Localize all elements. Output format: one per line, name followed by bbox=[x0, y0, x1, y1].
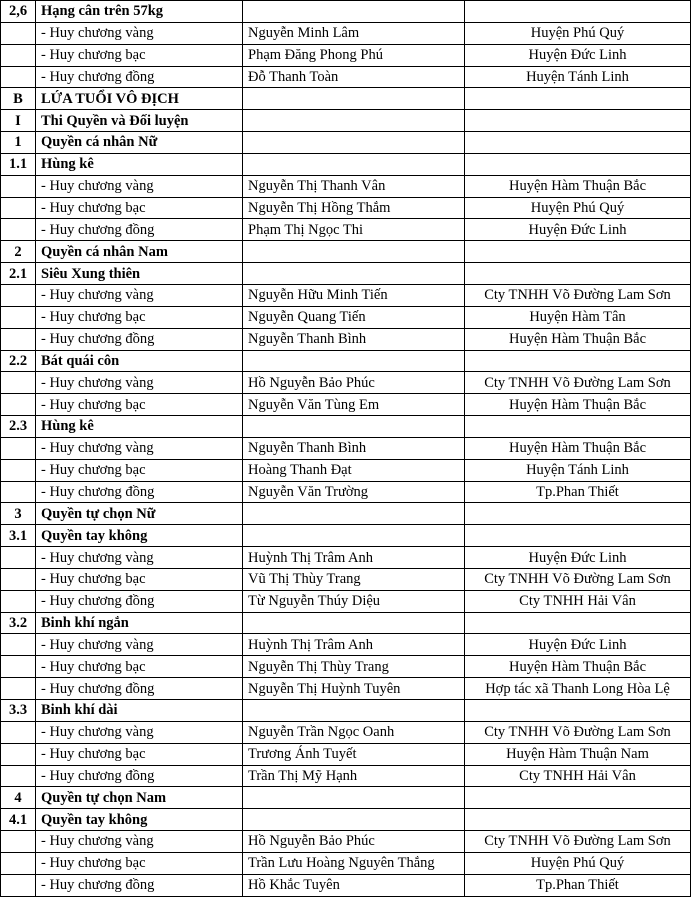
medal-label: - Huy chương bạc bbox=[36, 394, 243, 416]
team-unit: Hợp tác xã Thanh Long Hòa Lệ bbox=[465, 678, 691, 700]
team-unit bbox=[465, 787, 691, 809]
athlete-name: Phạm Thị Ngọc Thi bbox=[243, 219, 465, 241]
section-title: Hạng cân trên 57kg bbox=[36, 1, 243, 23]
medal-row bbox=[1, 874, 691, 896]
medal-row bbox=[1, 547, 691, 569]
athlete-name bbox=[243, 1, 465, 23]
medal-row bbox=[1, 568, 691, 590]
section-row bbox=[1, 503, 691, 525]
medal-row bbox=[1, 831, 691, 853]
team-unit: Tp.Phan Thiết bbox=[465, 481, 691, 503]
medal-row bbox=[1, 44, 691, 66]
medal-label: - Huy chương bạc bbox=[36, 44, 243, 66]
athlete-name: Hồ Nguyễn Bảo Phúc bbox=[243, 372, 465, 394]
medal-label: - Huy chương đồng bbox=[36, 328, 243, 350]
section-title: Siêu Xung thiên bbox=[36, 263, 243, 285]
team-unit: Huyện Phú Quý bbox=[465, 852, 691, 874]
medal-row bbox=[1, 459, 691, 481]
medal-row bbox=[1, 743, 691, 765]
row-index bbox=[1, 852, 36, 874]
row-index bbox=[1, 284, 36, 306]
team-unit bbox=[465, 700, 691, 722]
team-unit bbox=[465, 503, 691, 525]
section-title: LỨA TUỔI VÔ ĐỊCH bbox=[36, 88, 243, 110]
athlete-name: Nguyễn Thị Huỳnh Tuyên bbox=[243, 678, 465, 700]
team-unit bbox=[465, 1, 691, 23]
row-index bbox=[1, 437, 36, 459]
athlete-name bbox=[243, 110, 465, 132]
row-index: 1 bbox=[1, 132, 36, 154]
section-row bbox=[1, 350, 691, 372]
row-index: 3.2 bbox=[1, 612, 36, 634]
row-index bbox=[1, 175, 36, 197]
team-unit bbox=[465, 809, 691, 831]
athlete-name: Nguyễn Thị Hồng Thắm bbox=[243, 197, 465, 219]
athlete-name: Nguyễn Thị Thanh Vân bbox=[243, 175, 465, 197]
medal-label: - Huy chương đồng bbox=[36, 590, 243, 612]
row-index: B bbox=[1, 88, 36, 110]
medal-label: - Huy chương đồng bbox=[36, 765, 243, 787]
athlete-name: Nguyễn Văn Trường bbox=[243, 481, 465, 503]
row-index bbox=[1, 66, 36, 88]
team-unit bbox=[465, 132, 691, 154]
athlete-name: Nguyễn Trần Ngọc Oanh bbox=[243, 721, 465, 743]
section-title: Quyền tự chọn Nam bbox=[36, 787, 243, 809]
team-unit: Huyện Hàm Thuận Bắc bbox=[465, 328, 691, 350]
medal-row bbox=[1, 437, 691, 459]
medal-row bbox=[1, 22, 691, 44]
team-unit: Cty TNHH Võ Đường Lam Sơn bbox=[465, 284, 691, 306]
section-title: Binh khí ngắn bbox=[36, 612, 243, 634]
athlete-name bbox=[243, 612, 465, 634]
team-unit: Tp.Phan Thiết bbox=[465, 874, 691, 896]
medal-label: - Huy chương bạc bbox=[36, 459, 243, 481]
medal-row bbox=[1, 678, 691, 700]
section-title: Binh khí dài bbox=[36, 700, 243, 722]
section-row bbox=[1, 612, 691, 634]
section-row bbox=[1, 809, 691, 831]
row-index bbox=[1, 547, 36, 569]
section-row bbox=[1, 153, 691, 175]
medal-row bbox=[1, 66, 691, 88]
team-unit: Huyện Đức Linh bbox=[465, 634, 691, 656]
row-index: 2.2 bbox=[1, 350, 36, 372]
athlete-name: Nguyễn Thị Thùy Trang bbox=[243, 656, 465, 678]
team-unit bbox=[465, 416, 691, 438]
row-index bbox=[1, 568, 36, 590]
team-unit bbox=[465, 525, 691, 547]
athlete-name bbox=[243, 787, 465, 809]
row-index bbox=[1, 481, 36, 503]
medal-row bbox=[1, 284, 691, 306]
row-index: 2.1 bbox=[1, 263, 36, 285]
medal-row bbox=[1, 656, 691, 678]
medal-label: - Huy chương vàng bbox=[36, 721, 243, 743]
section-title: Quyền tay không bbox=[36, 809, 243, 831]
row-index bbox=[1, 44, 36, 66]
medal-row bbox=[1, 394, 691, 416]
athlete-name: Nguyễn Hữu Minh Tiến bbox=[243, 284, 465, 306]
section-row bbox=[1, 110, 691, 132]
athlete-name: Vũ Thị Thùy Trang bbox=[243, 568, 465, 590]
athlete-name: Hồ Khắc Tuyên bbox=[243, 874, 465, 896]
team-unit bbox=[465, 110, 691, 132]
athlete-name bbox=[243, 809, 465, 831]
medal-row bbox=[1, 328, 691, 350]
team-unit: Huyện Hàm Thuận Bắc bbox=[465, 437, 691, 459]
results-body bbox=[1, 1, 691, 897]
row-index bbox=[1, 831, 36, 853]
medal-label: - Huy chương bạc bbox=[36, 197, 243, 219]
row-index bbox=[1, 874, 36, 896]
team-unit: Cty TNHH Võ Đường Lam Sơn bbox=[465, 568, 691, 590]
athlete-name bbox=[243, 153, 465, 175]
medal-row bbox=[1, 765, 691, 787]
section-row bbox=[1, 787, 691, 809]
athlete-name: Trần Lưu Hoàng Nguyên Thắng bbox=[243, 852, 465, 874]
team-unit bbox=[465, 88, 691, 110]
section-row bbox=[1, 132, 691, 154]
team-unit: Huyện Hàm Thuận Bắc bbox=[465, 175, 691, 197]
medal-row bbox=[1, 219, 691, 241]
athlete-name: Từ Nguyễn Thúy Diệu bbox=[243, 590, 465, 612]
athlete-name: Hoàng Thanh Đạt bbox=[243, 459, 465, 481]
athlete-name: Hồ Nguyễn Bảo Phúc bbox=[243, 831, 465, 853]
section-row bbox=[1, 525, 691, 547]
team-unit: Huyện Đức Linh bbox=[465, 219, 691, 241]
section-title: Bát quái côn bbox=[36, 350, 243, 372]
medal-label: - Huy chương vàng bbox=[36, 372, 243, 394]
athlete-name bbox=[243, 350, 465, 372]
team-unit bbox=[465, 350, 691, 372]
athlete-name bbox=[243, 132, 465, 154]
athlete-name bbox=[243, 416, 465, 438]
medal-label: - Huy chương bạc bbox=[36, 306, 243, 328]
section-row bbox=[1, 700, 691, 722]
medal-row bbox=[1, 175, 691, 197]
medal-row bbox=[1, 721, 691, 743]
row-index: 2 bbox=[1, 241, 36, 263]
row-index: 1.1 bbox=[1, 153, 36, 175]
medal-label: - Huy chương đồng bbox=[36, 66, 243, 88]
medal-label: - Huy chương vàng bbox=[36, 831, 243, 853]
team-unit: Cty TNHH Võ Đường Lam Sơn bbox=[465, 372, 691, 394]
row-index: 3 bbox=[1, 503, 36, 525]
team-unit: Huyện Hàm Thuận Nam bbox=[465, 743, 691, 765]
row-index: 2.3 bbox=[1, 416, 36, 438]
row-index bbox=[1, 197, 36, 219]
medal-label: - Huy chương đồng bbox=[36, 874, 243, 896]
row-index bbox=[1, 459, 36, 481]
row-index bbox=[1, 743, 36, 765]
athlete-name: Huỳnh Thị Trâm Anh bbox=[243, 634, 465, 656]
medal-row bbox=[1, 481, 691, 503]
medal-label: - Huy chương đồng bbox=[36, 678, 243, 700]
medal-label: - Huy chương vàng bbox=[36, 634, 243, 656]
athlete-name bbox=[243, 263, 465, 285]
medal-label: - Huy chương đồng bbox=[36, 219, 243, 241]
medal-label: - Huy chương bạc bbox=[36, 568, 243, 590]
team-unit: Huyện Đức Linh bbox=[465, 44, 691, 66]
row-index: 4 bbox=[1, 787, 36, 809]
medal-row bbox=[1, 634, 691, 656]
athlete-name: Nguyễn Văn Tùng Em bbox=[243, 394, 465, 416]
row-index: 3.3 bbox=[1, 700, 36, 722]
section-row bbox=[1, 1, 691, 23]
athlete-name: Trần Thị Mỹ Hạnh bbox=[243, 765, 465, 787]
athlete-name: Nguyễn Thanh Bình bbox=[243, 437, 465, 459]
medal-label: - Huy chương vàng bbox=[36, 547, 243, 569]
row-index bbox=[1, 394, 36, 416]
row-index bbox=[1, 656, 36, 678]
section-row bbox=[1, 241, 691, 263]
medal-label: - Huy chương vàng bbox=[36, 175, 243, 197]
row-index: 3.1 bbox=[1, 525, 36, 547]
team-unit: Cty TNHH Võ Đường Lam Sơn bbox=[465, 721, 691, 743]
medal-row bbox=[1, 372, 691, 394]
team-unit: Huyện Phú Quý bbox=[465, 197, 691, 219]
section-row bbox=[1, 88, 691, 110]
athlete-name: Nguyễn Quang Tiến bbox=[243, 306, 465, 328]
row-index bbox=[1, 634, 36, 656]
athlete-name: Nguyễn Minh Lâm bbox=[243, 22, 465, 44]
row-index bbox=[1, 328, 36, 350]
medal-label: - Huy chương vàng bbox=[36, 22, 243, 44]
athlete-name: Huỳnh Thị Trâm Anh bbox=[243, 547, 465, 569]
medal-row bbox=[1, 197, 691, 219]
medal-label: - Huy chương vàng bbox=[36, 437, 243, 459]
medal-label: - Huy chương bạc bbox=[36, 743, 243, 765]
athlete-name: Nguyễn Thanh Bình bbox=[243, 328, 465, 350]
row-index bbox=[1, 372, 36, 394]
team-unit: Huyện Tánh Linh bbox=[465, 66, 691, 88]
row-index: I bbox=[1, 110, 36, 132]
medal-label: - Huy chương đồng bbox=[36, 481, 243, 503]
row-index bbox=[1, 678, 36, 700]
row-index: 4.1 bbox=[1, 809, 36, 831]
team-unit: Huyện Hàm Thuận Bắc bbox=[465, 656, 691, 678]
row-index bbox=[1, 721, 36, 743]
medal-row bbox=[1, 852, 691, 874]
team-unit: Huyện Hàm Tân bbox=[465, 306, 691, 328]
section-title: Quyền cá nhân Nữ bbox=[36, 132, 243, 154]
athlete-name bbox=[243, 88, 465, 110]
section-title: Hùng kê bbox=[36, 153, 243, 175]
team-unit: Huyện Phú Quý bbox=[465, 22, 691, 44]
row-index bbox=[1, 306, 36, 328]
team-unit: Huyện Hàm Thuận Bắc bbox=[465, 394, 691, 416]
section-title: Thi Quyền và Đối luyện bbox=[36, 110, 243, 132]
section-title: Quyền tự chọn Nữ bbox=[36, 503, 243, 525]
row-index bbox=[1, 590, 36, 612]
athlete-name bbox=[243, 241, 465, 263]
row-index bbox=[1, 765, 36, 787]
section-title: Quyền cá nhân Nam bbox=[36, 241, 243, 263]
athlete-name bbox=[243, 700, 465, 722]
team-unit: Huyện Tánh Linh bbox=[465, 459, 691, 481]
section-title: Hùng kê bbox=[36, 416, 243, 438]
medal-label: - Huy chương bạc bbox=[36, 852, 243, 874]
athlete-name: Phạm Đăng Phong Phú bbox=[243, 44, 465, 66]
team-unit: Cty TNHH Võ Đường Lam Sơn bbox=[465, 831, 691, 853]
row-index bbox=[1, 219, 36, 241]
section-row bbox=[1, 263, 691, 285]
row-index: 2,6 bbox=[1, 1, 36, 23]
athlete-name bbox=[243, 503, 465, 525]
medal-label: - Huy chương vàng bbox=[36, 284, 243, 306]
team-unit: Huyện Đức Linh bbox=[465, 547, 691, 569]
athlete-name bbox=[243, 525, 465, 547]
medal-row bbox=[1, 590, 691, 612]
medal-row bbox=[1, 306, 691, 328]
athlete-name: Đỗ Thanh Toàn bbox=[243, 66, 465, 88]
section-title: Quyền tay không bbox=[36, 525, 243, 547]
team-unit: Cty TNHH Hải Vân bbox=[465, 590, 691, 612]
athlete-name: Trương Ánh Tuyết bbox=[243, 743, 465, 765]
team-unit bbox=[465, 153, 691, 175]
team-unit: Cty TNHH Hải Vân bbox=[465, 765, 691, 787]
section-row bbox=[1, 416, 691, 438]
medal-label: - Huy chương bạc bbox=[36, 656, 243, 678]
team-unit bbox=[465, 612, 691, 634]
team-unit bbox=[465, 241, 691, 263]
row-index bbox=[1, 22, 36, 44]
team-unit bbox=[465, 263, 691, 285]
